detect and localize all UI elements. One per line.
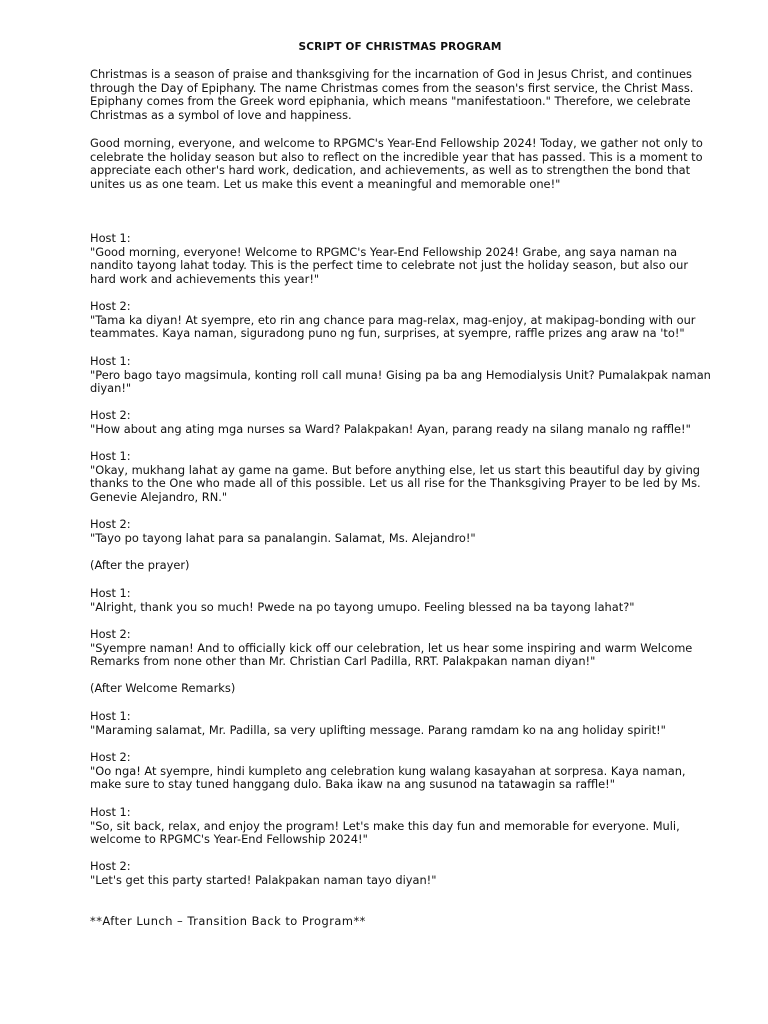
- dialogue-line: "Maraming salamat, Mr. Padilla, sa very uplifting message. Parang ramdam ko na ang holiday spirit!": [90, 722, 666, 737]
- stage-direction-text: (After the prayer): [90, 558, 190, 572]
- dialogue-line: "Tama ka diyan! At syempre, eto rin ang chance para mag-relax, mag-enjoy, at makipag-bonding with our teammates. Kaya naman, siguradong puno ng fun, surprises, at syempre, raffle prizes ang araw na 'to!": [90, 312, 696, 341]
- speaker-label: Host 2:: [90, 859, 131, 873]
- speaker-label: Host 1:: [90, 354, 131, 368]
- dialogue-entry: [90, 806, 715, 847]
- dialogue-entry: [90, 860, 715, 887]
- dialogue-entry: [90, 409, 715, 436]
- dialogue-entry: [90, 628, 715, 669]
- document-title: SCRIPT OF CHRISTMAS PROGRAM: [298, 41, 502, 53]
- speaker-label: Host 1:: [90, 449, 131, 463]
- welcome-paragraph-text: Good morning, everyone, and welcome to RPGMC's Year-End Fellowship 2024! Today, we gather not only to celebrate the holiday season but also to reflect on the incredible year that has passed. This is a moment to appreciate each other's hard work, dedication, and achievements, as well as to strengthen the bond that unites us as one team. Let us make this event a meaningful and memorable one!": [90, 136, 703, 191]
- speaker-label: Host 2:: [90, 408, 131, 422]
- dialogue-line: "How about ang ating mga nurses sa Ward? Palakpakan! Ayan, parang ready na silang manalo ng raffle!": [90, 421, 691, 436]
- speaker-label: Host 2:: [90, 517, 131, 531]
- stage-direction-text: (After Welcome Remarks): [90, 681, 236, 695]
- stage-direction: [90, 559, 715, 573]
- dialogue-line: "Tayo po tayong lahat para sa panalangin. Salamat, Ms. Alejandro!": [90, 530, 476, 545]
- stage-direction: [90, 682, 715, 696]
- welcome-paragraph: [90, 137, 715, 191]
- dialogue-entry: [90, 587, 715, 614]
- dialogue-entry: [90, 232, 715, 286]
- dialogue-line: "Let's get this party started! Palakpakan naman tayo diyan!": [90, 872, 437, 887]
- section-transition-note: **After Lunch – Transition Back to Program**: [90, 914, 366, 928]
- speaker-label: Host 1:: [90, 805, 131, 819]
- dialogue-line: "Pero bago tayo magsimula, konting roll call muna! Gising pa ba ang Hemodialysis Unit? Pumalakpak naman diyan!": [90, 367, 711, 396]
- dialogue-line: "Oo nga! At syempre, hindi kumpleto ang celebration kung walang kasayahan at sorpresa. Kaya naman, make sure to stay tuned hanggang dulo. Baka ikaw na ang susunod na tatawagin sa raffle!": [90, 763, 686, 792]
- speaker-label: Host 1:: [90, 709, 131, 723]
- dialogue-line: "Okay, mukhang lahat ay game na game. But before anything else, let us start this beautiful day by giving thanks to the One who made all of this possible. Let us all rise for the Thanksgiving Prayer to be led by Ms. Genevie Alejandro, RN.": [90, 462, 701, 504]
- dialogue-entry: [90, 518, 715, 545]
- speaker-label: Host 1:: [90, 586, 131, 600]
- dialogue-entry: [90, 355, 715, 396]
- speaker-label: Host 1:: [90, 231, 131, 245]
- dialogue-entry: [90, 751, 715, 792]
- dialogue-entry: [90, 300, 715, 341]
- dialogue-entry: [90, 450, 715, 504]
- speaker-label: Host 2:: [90, 627, 131, 641]
- dialogue-line: "Good morning, everyone! Welcome to RPGMC's Year-End Fellowship 2024! Grabe, ang saya naman na nandito tayong lahat today. This is the perfect time to celebrate not just the holiday season, but also our hard work and achievements this year!": [90, 244, 689, 286]
- speaker-label: Host 2:: [90, 299, 131, 313]
- dialogue-line: "Alright, thank you so much! Pwede na po tayong umupo. Feeling blessed na ba tayong lahat?": [90, 599, 635, 614]
- intro-paragraph-text: Christmas is a season of praise and thanksgiving for the incarnation of God in Jesus Christ, and continues through the Day of Epiphany. The name Christmas comes from the season's first service, the Christ Mass. Epiphany comes from the Greek word epiphania, which means "manifestatioon." Therefore, we celebrate Christmas as a symbol of love and happiness.: [90, 67, 694, 122]
- speaker-label: Host 2:: [90, 750, 131, 764]
- dialogue-line: "So, sit back, relax, and enjoy the program! Let's make this day fun and memorable for everyone. Muli, welcome to RPGMC's Year-End Fellowship 2024!": [90, 818, 680, 847]
- dialogue-entry: [90, 710, 715, 737]
- dialogue-line: "Syempre naman! And to officially kick off our celebration, let us hear some inspiring and warm Welcome Remarks from none other than Mr. Christian Carl Padilla, RRT. Palakpakan naman diyan!": [90, 640, 693, 669]
- intro-paragraph: [90, 68, 715, 122]
